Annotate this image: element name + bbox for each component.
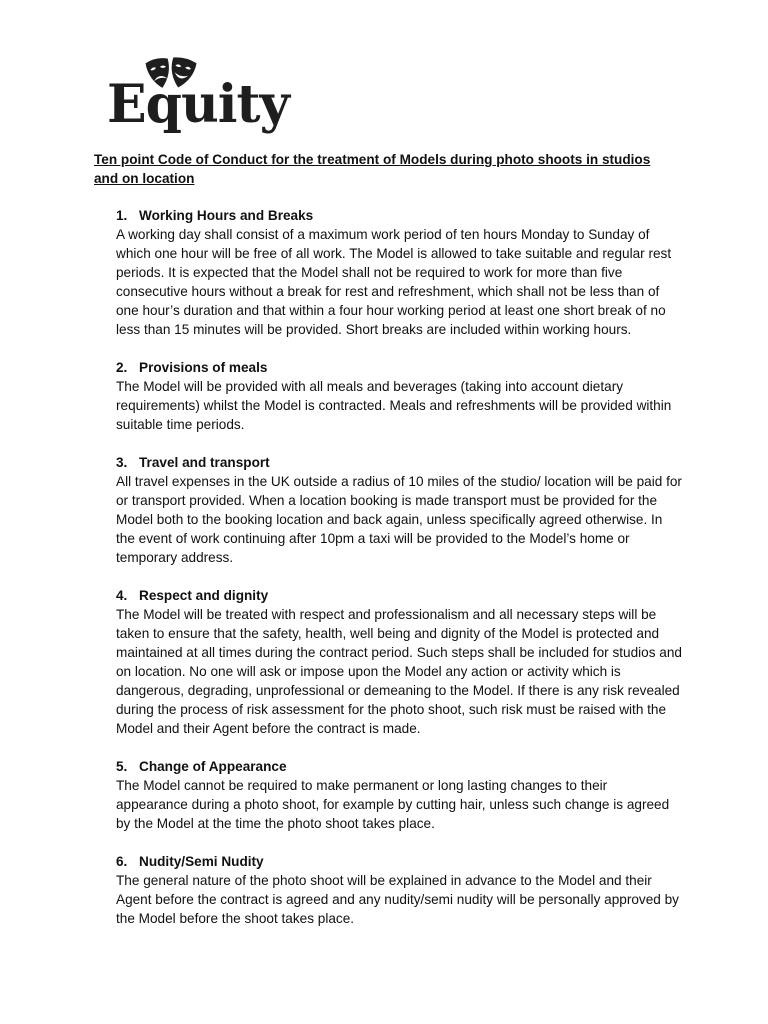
code-of-conduct-sections: [116, 206, 682, 947]
section-body: A working day shall consist of a maximum work period of ten hours Monday to Sunday of which one hour will be free of all work. The Model is allowed to take suitable and regular rest periods. It is expected that the Model shall not be required to work for more than five consecutive hours without a break for rest and refreshment, which shall not be less than of one hour’s duration and that within a four hour working period at least one short break of no less than 15 minutes will be provided. Short breaks are included within working hours.: [116, 227, 672, 337]
section-working-hours: [116, 206, 682, 339]
section-number: 3.: [116, 455, 128, 470]
equity-logo: [106, 54, 289, 144]
section-title: Provisions of meals: [139, 360, 268, 375]
section-title: Respect and dignity: [139, 588, 269, 603]
section-body: All travel expenses in the UK outside a radius of 10 miles of the studio/ location will be paid for or transport provided. When a location booking is made transport must be provided for the Model both to the booking location and back again, unless specifically agreed otherwise. In the event of work continuing after 10pm a taxi will be provided to the Model’s home or temporary address.: [116, 474, 682, 565]
section-heading: [116, 453, 682, 472]
section-appearance: [116, 757, 682, 833]
section-body: The Model cannot be required to make permanent or long lasting changes to their appearance during a photo shoot, for example by cutting hair, unless such change is agreed by the Model at the time the photo shoot takes place.: [116, 778, 670, 831]
section-title: Change of Appearance: [139, 759, 287, 774]
section-body: The general nature of the photo shoot will be explained in advance to the Model and their Agent before the contract is agreed and any nudity/semi nudity will be personally approved by the Model before the shoot takes place.: [116, 873, 679, 926]
section-meals: [116, 358, 682, 434]
section-heading: [116, 586, 682, 605]
section-respect: [116, 586, 682, 738]
section-travel: [116, 453, 682, 567]
section-body: The Model will be provided with all meals and beverages (taking into account dietary requirements) whilst the Model is contracted. Meals and refreshments will be provided within suitable time periods.: [116, 379, 672, 432]
section-title: Nudity/Semi Nudity: [139, 854, 264, 869]
section-nudity: [116, 852, 682, 928]
section-title: Travel and transport: [139, 455, 270, 470]
logo-wordmark: Equity: [107, 74, 289, 135]
document-title: Ten point Code of Conduct for the treatment of Models during photo shoots in studios and on location: [94, 152, 651, 186]
section-number: 6.: [116, 854, 128, 869]
section-body: The Model will be treated with respect and professionalism and all necessary steps will be taken to ensure that the safety, health, well being and dignity of the Model is protected and maintained at all times during the contract period. Such steps shall be included for studios and on location. No one will ask or impose upon the Model any action or activity which is dangerous, degrading, unprofessional or demeaning to the Model. If there is any risk revealed during the process of risk assessment for the photo shoot, such risk must be raised with the Model and their Agent before the contract is made.: [116, 607, 682, 736]
section-title: Working Hours and Breaks: [139, 208, 314, 223]
section-number: 1.: [116, 208, 128, 223]
section-heading: [116, 757, 682, 776]
section-number: 2.: [116, 360, 128, 375]
section-heading: [116, 358, 682, 377]
section-heading: [116, 206, 682, 225]
section-number: 4.: [116, 588, 128, 603]
section-heading: [116, 852, 682, 871]
section-number: 5.: [116, 759, 128, 774]
